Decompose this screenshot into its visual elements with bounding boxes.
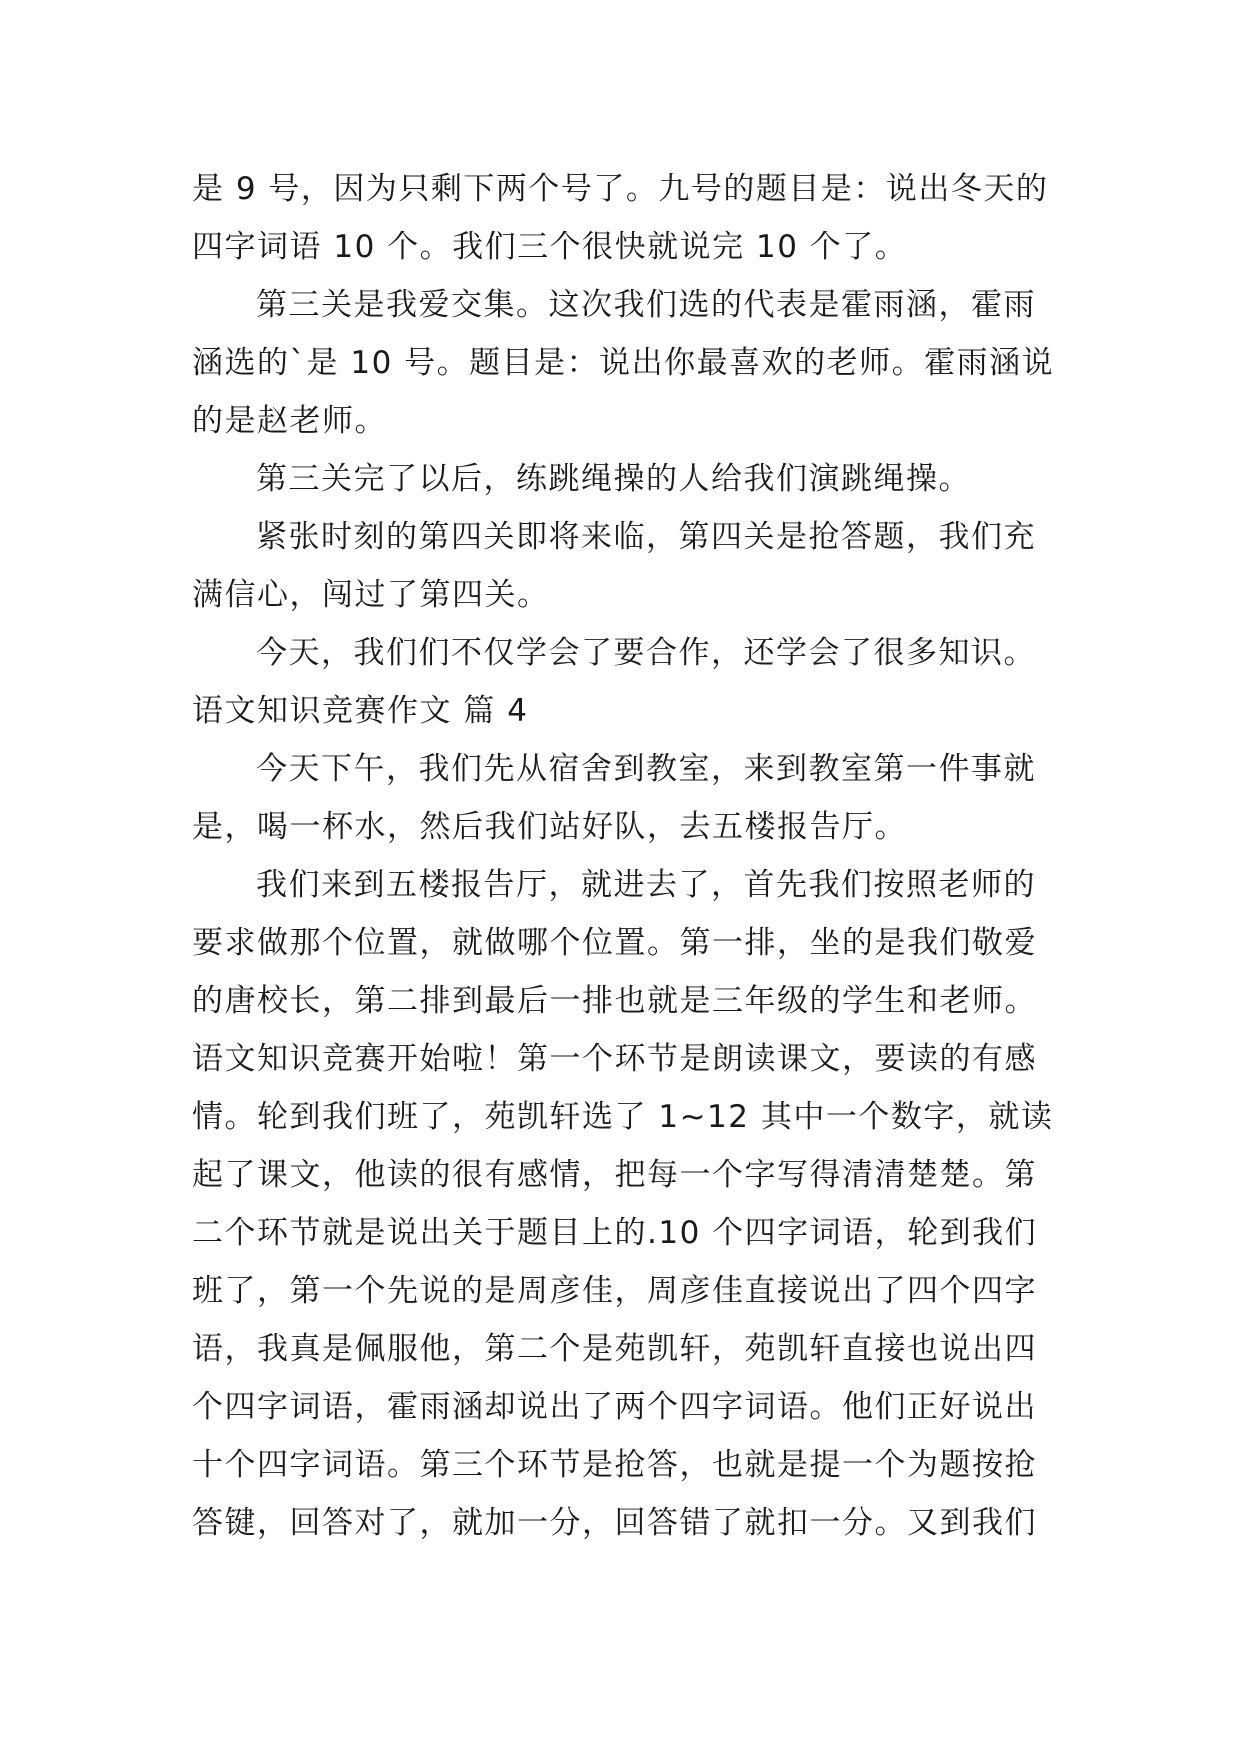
text-line: 的是赵老师。: [192, 403, 387, 439]
text-line: 第三关是我爱交集。这次我们选的代表是霍雨涵，霍雨: [256, 287, 1036, 323]
text-line: 二个环节就是说出关于题目上的.10 个四字词语，轮到我们: [192, 1215, 1038, 1251]
text-line: 答键，回答对了，就加一分，回答错了就扣一分。又到我们: [192, 1505, 1037, 1541]
text-line: 语，我真是佩服他，第二个是苑凯轩，苑凯轩直接也说出四: [192, 1331, 1037, 1367]
text-line: 班了，第一个先说的是周彦佳，周彦佳直接说出了四个四字: [192, 1273, 1037, 1309]
text-line: 四字词语 10 个。我们三个很快就说完 10 个了。: [192, 229, 908, 265]
text-line: 今天，我们们不仅学会了要合作，还学会了很多知识。: [256, 635, 1036, 671]
text-line: 语文知识竞赛作文 篇 4: [192, 693, 529, 729]
text-line: 个四字词语，霍雨涵却说出了两个四字词语。他们正好说出: [192, 1389, 1037, 1425]
text-line: 满信心，闯过了第四关。: [192, 577, 550, 613]
text-line: 的唐校长，第二排到最后一排也就是三年级的学生和老师。: [192, 983, 1037, 1019]
text-line: 今天下午，我们先从宿舍到教室，来到教室第一件事就: [256, 751, 1036, 787]
text-line: 起了课文，他读的很有感情，把每一个字写得清清楚楚。第: [192, 1157, 1037, 1193]
document-body: [192, 160, 1062, 1552]
text-line: 语文知识竞赛开始啦！第一个环节是朗读课文，要读的有感: [192, 1041, 1037, 1077]
text-line: 涵选的`是 10 号。题目是：说出你最喜欢的老师。霍雨涵说: [192, 345, 1055, 381]
text-line: 十个四字词语。第三个环节是抢答，也就是提一个为题按抢: [192, 1447, 1037, 1483]
text-line: 我们来到五楼报告厅，就进去了，首先我们按照老师的: [256, 867, 1036, 903]
text-line: 是，喝一杯水，然后我们站好队，去五楼报告厅。: [192, 809, 907, 845]
text-line: 要求做那个位置，就做哪个位置。第一排，坐的是我们敬爱: [192, 925, 1037, 961]
text-line: 情。轮到我们班了，苑凯轩选了 1~12 其中一个数字，就读: [192, 1099, 1054, 1135]
text-line: 第三关完了以后，练跳绳操的人给我们演跳绳操。: [256, 461, 971, 497]
text-line: 是 9 号，因为只剩下两个号了。九号的题目是：说出冬天的: [192, 171, 1049, 207]
text-line: 紧张时刻的第四关即将来临，第四关是抢答题，我们充: [256, 519, 1036, 555]
